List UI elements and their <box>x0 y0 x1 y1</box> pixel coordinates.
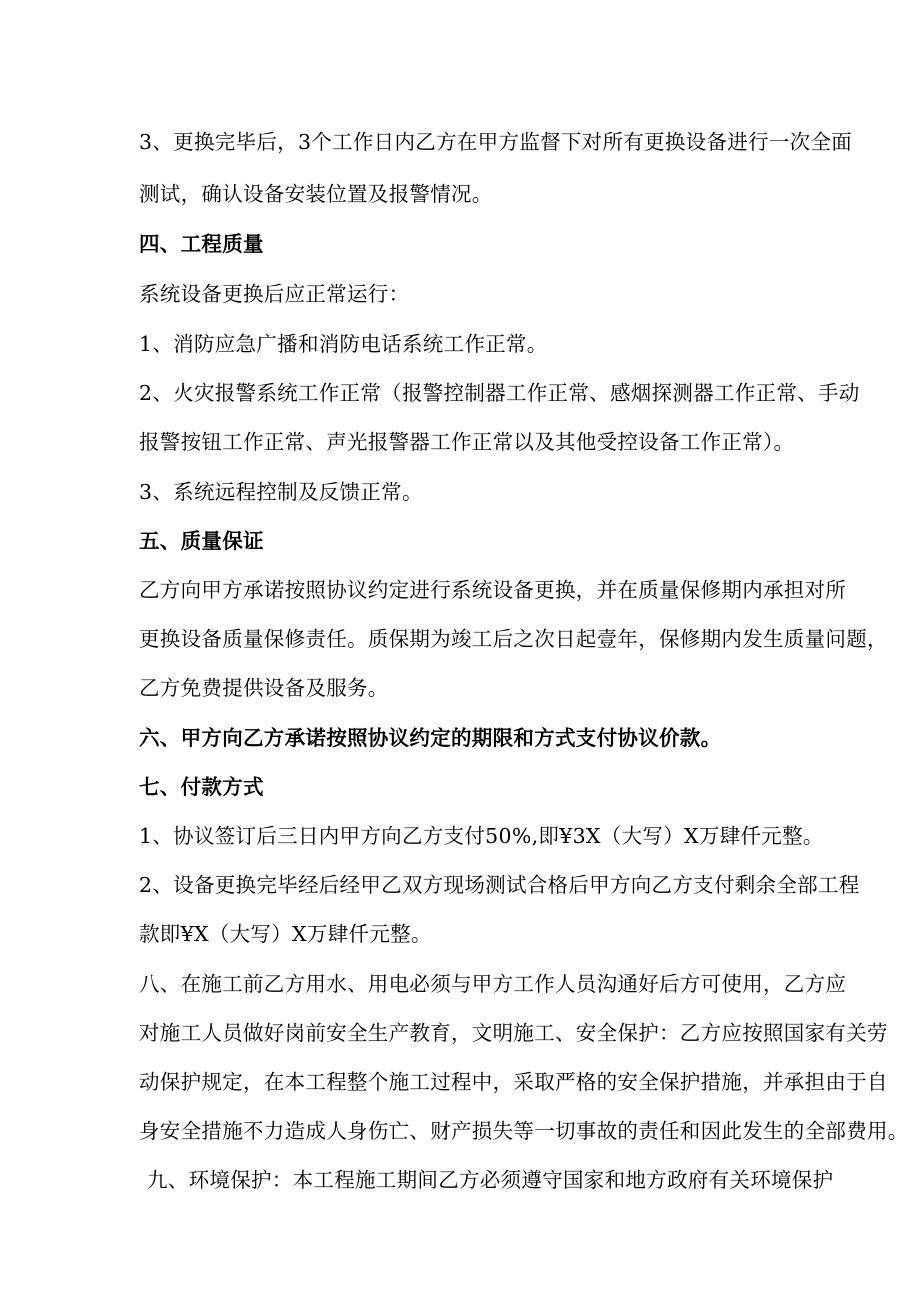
section-4-item-2-line-1: 2、火灾报警系统工作正常（报警控制器工作正常、感烟探测器工作正常、手动 <box>139 381 860 405</box>
section-5-line-2: 更换设备质量保修责任。质保期为竣工后之次日起壹年，保修期内发生质量问题， <box>139 627 888 651</box>
paragraph-3-line-1: 3、更换完毕后，3个工作日内乙方在甲方监督下对所有更换设备进行一次全面 <box>139 130 853 154</box>
section-5-line-3: 乙方免费提供设备及服务。 <box>139 676 389 700</box>
section-9-line-1: 九、环境保护：本工程施工期间乙方必须遵守国家和地方政府有关环境保护 <box>147 1168 834 1192</box>
section-heading-5: 五、质量保证 <box>139 529 264 553</box>
section-8-line-4: 身安全措施不力造成人身伤亡、财产损失等一切事故的责任和因此发生的全部费用。 <box>139 1119 909 1143</box>
section-8-line-1: 八、在施工前乙方用水、用电必须与甲方工作人员沟通好后方可使用，乙方应 <box>139 972 847 996</box>
section-8-line-2: 对施工人员做好岗前安全生产教育，文明施工、安全保护：乙方应按照国家有关劳 <box>139 1021 888 1045</box>
section-5-line-1: 乙方向甲方承诺按照协议约定进行系统设备更换，并在质量保修期内承担对所 <box>139 578 847 602</box>
section-4-item-2-line-2: 报警按钮工作正常、声光报警器工作正常以及其他受控设备工作正常）。 <box>139 430 795 454</box>
section-4-intro: 系统设备更换后应正常运行： <box>139 282 410 306</box>
paragraph-3-line-2: 测试，确认设备安装位置及报警情况。 <box>139 182 493 206</box>
section-heading-7: 七、付款方式 <box>139 775 264 799</box>
section-4-item-3: 3、系统远程控制及反馈正常。 <box>139 480 423 504</box>
section-7-item-2-line-2: 款即¥X（大写）X万肆仟元整。 <box>139 922 432 946</box>
section-8-line-3: 动保护规定，在本工程整个施工过程中，采取严格的安全保护措施，并承担由于自 <box>139 1070 888 1094</box>
section-4-item-1: 1、消防应急广播和消防电话系统工作正常。 <box>139 332 548 356</box>
section-heading-4: 四、工程质量 <box>139 232 264 256</box>
section-7-item-1: 1、协议签订后三日内甲方向乙方支付50%,即¥3X（大写）X万肆仟元整。 <box>139 824 824 848</box>
section-heading-6: 六、甲方向乙方承诺按照协议约定的期限和方式支付协议价款。 <box>139 726 722 750</box>
section-7-item-2-line-1: 2、设备更换完毕经后经甲乙双方现场测试合格后甲方向乙方支付剩余全部工程 <box>139 873 860 897</box>
